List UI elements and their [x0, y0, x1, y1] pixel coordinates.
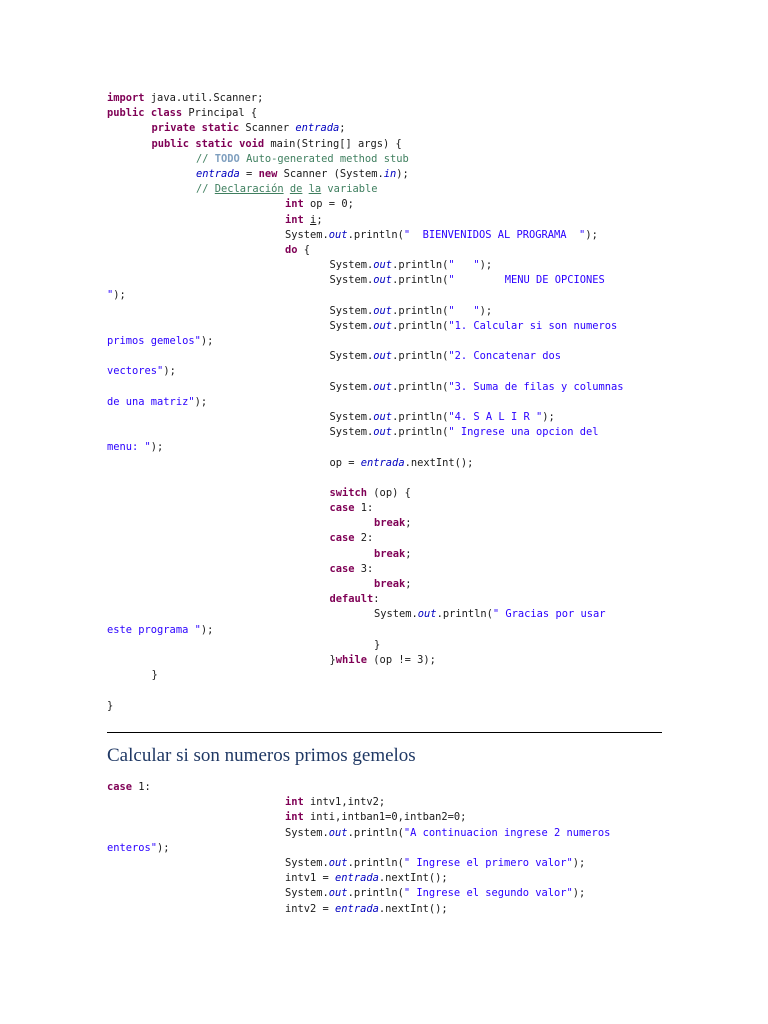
- code-token: 2:: [354, 532, 374, 545]
- code-token: System.: [285, 856, 329, 869]
- code-token: case: [329, 502, 355, 515]
- code-token: new: [258, 167, 278, 180]
- code-token: .println(: [392, 274, 449, 287]
- code-line: [107, 410, 667, 425]
- code-token: Scanner (System.: [277, 167, 384, 180]
- code-line: [107, 841, 667, 856]
- code-line: [107, 810, 667, 825]
- code-line: [107, 137, 667, 152]
- code-line: [107, 871, 667, 886]
- code-token: out: [373, 259, 393, 272]
- code-token: (op) {: [367, 486, 411, 499]
- code-token: =: [239, 167, 259, 180]
- code-token: entrada: [335, 902, 379, 915]
- code-token: );: [572, 856, 586, 869]
- code-line: [107, 228, 667, 243]
- code-token: {: [297, 243, 311, 256]
- code-line: [107, 380, 667, 395]
- code-line: [107, 856, 667, 871]
- code-token: entrada: [335, 872, 379, 885]
- code-token: entrada: [295, 122, 340, 135]
- code-token: case: [107, 781, 133, 793]
- code-token: while: [335, 653, 368, 666]
- code-token: out: [328, 856, 348, 869]
- code-token: .println(: [392, 410, 449, 423]
- code-token: primos gemelos": [107, 335, 201, 347]
- code-token: }: [151, 669, 158, 682]
- code-line: [107, 91, 667, 106]
- code-token: );: [396, 167, 409, 180]
- code-token: .println(: [392, 304, 449, 317]
- code-token: entrada: [360, 456, 405, 469]
- code-token: java.util.Scanner;: [144, 92, 264, 104]
- code-token: ;: [405, 547, 412, 560]
- code-token: case: [329, 532, 355, 545]
- code-token: out: [373, 304, 393, 317]
- code-token: int: [285, 796, 304, 809]
- code-token: "2. Concatenar dos: [448, 350, 561, 363]
- code-token: System.: [329, 304, 374, 317]
- code-token: );: [585, 228, 598, 241]
- code-token: );: [113, 289, 126, 302]
- code-token: System.: [285, 826, 329, 839]
- code-line: [107, 780, 667, 795]
- code-line: [107, 121, 667, 136]
- code-token: int: [285, 213, 304, 226]
- code-line: [107, 182, 667, 197]
- code-token: Auto-generated method stub: [239, 152, 409, 165]
- code-line: [107, 364, 667, 379]
- code-line: [107, 577, 667, 592]
- code-token: out: [373, 350, 393, 363]
- code-token: op = 0;: [303, 198, 354, 211]
- code-token: int: [285, 811, 304, 824]
- code-token: }: [107, 699, 114, 712]
- code-line: [107, 243, 667, 258]
- code-token: System.: [329, 350, 374, 363]
- code-token: //: [196, 183, 215, 196]
- code-token: private: [151, 122, 196, 135]
- code-token: System.: [329, 426, 374, 439]
- code-token: Declaración: [214, 183, 284, 196]
- code-token: default: [329, 593, 374, 606]
- code-token: 1:: [132, 781, 151, 793]
- code-token: "4. S A L I R ": [448, 410, 543, 423]
- code-token: Scanner: [239, 122, 296, 135]
- code-token: op =: [329, 456, 361, 469]
- code-token: }: [329, 653, 336, 666]
- code-line: [107, 607, 667, 622]
- section-heading: Calcular si son numeros primos gemelos: [107, 745, 416, 766]
- code-token: entrada: [196, 167, 240, 180]
- code-token: "A continuacion ingrese 2 numeros: [403, 826, 611, 839]
- code-token: de: [289, 183, 303, 196]
- code-line: [107, 213, 667, 228]
- code-token: .println(: [347, 228, 404, 241]
- code-line: [107, 683, 667, 698]
- code-token: " ": [448, 304, 480, 317]
- code-line: [107, 167, 667, 182]
- code-token: System.: [329, 274, 374, 287]
- code-token: import: [107, 92, 145, 104]
- code-token: "1. Calcular si son numeros: [448, 319, 618, 332]
- code-line: [107, 886, 667, 901]
- code-token: );: [150, 441, 164, 454]
- code-token: );: [200, 623, 214, 636]
- code-token: );: [572, 887, 586, 900]
- code-token: :: [373, 593, 380, 606]
- code-line: [107, 699, 667, 714]
- code-line: [107, 197, 667, 212]
- code-block-main: [107, 91, 667, 714]
- code-token: }: [374, 638, 381, 651]
- code-token: de una matriz": [107, 395, 195, 408]
- code-line: [107, 152, 667, 167]
- code-token: " Ingrese una opcion del: [448, 426, 599, 439]
- code-token: variable: [321, 183, 378, 196]
- code-token: menu: ": [107, 441, 151, 454]
- code-token: out: [417, 608, 437, 621]
- code-line: [107, 288, 667, 303]
- code-line: [107, 826, 667, 841]
- code-token: " Gracias por usar: [492, 608, 606, 621]
- code-token: public: [107, 107, 145, 120]
- code-token: " Ingrese el segundo valor": [403, 887, 573, 900]
- code-line: [107, 258, 667, 273]
- code-token: );: [157, 841, 170, 854]
- code-token: out: [373, 426, 393, 439]
- code-token: void: [239, 137, 265, 150]
- code-line: [107, 395, 667, 410]
- code-token: );: [542, 410, 555, 423]
- code-token: " MENU DE OPCIONES: [448, 274, 605, 287]
- code-line: [107, 795, 667, 810]
- code-token: System.: [329, 259, 374, 272]
- code-token: la: [308, 183, 322, 196]
- code-token: static: [195, 137, 233, 150]
- code-token: switch: [329, 486, 368, 499]
- code-token: inti,intban1=0,intban2=0;: [303, 811, 467, 824]
- code-token: break: [374, 578, 406, 590]
- code-token: .println(: [392, 426, 449, 439]
- code-line: [107, 425, 667, 440]
- code-token: ;: [339, 122, 346, 135]
- code-line: [107, 334, 667, 349]
- code-token: int: [285, 198, 304, 211]
- code-token: enteros": [107, 841, 158, 854]
- code-token: System.: [329, 410, 374, 423]
- code-token: intv1 =: [285, 872, 336, 885]
- code-token: break: [374, 547, 406, 560]
- code-token: .println(: [347, 856, 404, 869]
- code-token: out: [373, 410, 393, 423]
- code-line: [107, 304, 667, 319]
- code-token: );: [194, 395, 208, 408]
- code-line: [107, 471, 667, 486]
- code-line: [107, 547, 667, 562]
- code-token: (op != 3);: [367, 653, 436, 666]
- code-token: 1:: [354, 502, 374, 515]
- code-line: [107, 623, 667, 638]
- code-token: );: [479, 304, 493, 317]
- code-line: [107, 562, 667, 577]
- code-token: .nextInt();: [378, 872, 448, 885]
- code-token: ;: [316, 213, 323, 226]
- code-token: .println(: [392, 380, 449, 393]
- code-token: System.: [285, 887, 329, 900]
- code-token: do: [285, 243, 298, 256]
- code-block-case1: [107, 780, 667, 917]
- code-token: System.: [329, 380, 374, 393]
- code-token: );: [200, 335, 214, 347]
- code-token: static: [201, 122, 240, 135]
- code-line: [107, 319, 667, 334]
- code-token: out: [328, 826, 348, 839]
- code-token: i: [310, 213, 317, 226]
- code-line: [107, 486, 667, 501]
- code-line: [107, 902, 667, 917]
- code-token: .println(: [347, 826, 404, 839]
- code-line: [107, 638, 667, 653]
- code-token: System.: [329, 319, 374, 332]
- code-line: [107, 531, 667, 546]
- code-line: [107, 668, 667, 683]
- code-line: [107, 516, 667, 531]
- code-token: //: [196, 152, 215, 165]
- code-token: .println(: [436, 608, 493, 621]
- code-token: .println(: [392, 319, 449, 332]
- section-divider: [107, 732, 662, 733]
- code-token: out: [373, 380, 393, 393]
- code-token: .nextInt();: [404, 456, 474, 469]
- code-token: break: [374, 517, 406, 530]
- code-token: vectores": [107, 365, 164, 378]
- code-token: main(String[] args) {: [264, 137, 402, 150]
- code-token: "3. Suma de filas y columnas: [448, 380, 624, 393]
- code-token: .println(: [392, 259, 449, 272]
- code-token: ": [107, 289, 114, 302]
- code-token: " ": [448, 259, 480, 272]
- code-line: [107, 592, 667, 607]
- code-token: ;: [405, 517, 412, 530]
- code-line: [107, 440, 667, 455]
- code-token: 3:: [354, 562, 374, 575]
- code-token: public: [151, 137, 190, 150]
- code-token: .println(: [347, 887, 404, 900]
- code-line: [107, 501, 667, 516]
- code-token: intv2 =: [285, 902, 336, 915]
- code-token: intv1,intv2;: [303, 796, 386, 809]
- code-token: );: [479, 259, 493, 272]
- code-line: [107, 653, 667, 668]
- code-token: case: [329, 562, 355, 575]
- code-line: [107, 456, 667, 471]
- code-token: out: [328, 228, 348, 241]
- code-line: [107, 106, 667, 121]
- code-token: class: [150, 107, 183, 120]
- code-token: este programa ": [107, 623, 201, 636]
- code-token: );: [163, 365, 176, 378]
- code-token: " Ingrese el primero valor": [403, 856, 573, 869]
- code-token: out: [328, 887, 348, 900]
- code-token: TODO: [214, 152, 240, 165]
- code-token: out: [373, 319, 393, 332]
- code-token: out: [373, 274, 393, 287]
- code-token: System.: [285, 228, 329, 241]
- code-token: in: [383, 167, 397, 180]
- code-token: " BIENVENIDOS AL PROGRAMA ": [403, 228, 586, 241]
- code-token: Principal {: [182, 107, 258, 120]
- code-token: .println(: [392, 350, 449, 363]
- code-token: System.: [374, 608, 418, 621]
- code-line: [107, 273, 667, 288]
- code-line: [107, 349, 667, 364]
- code-token: .nextInt();: [378, 902, 448, 915]
- code-token: ;: [405, 578, 412, 590]
